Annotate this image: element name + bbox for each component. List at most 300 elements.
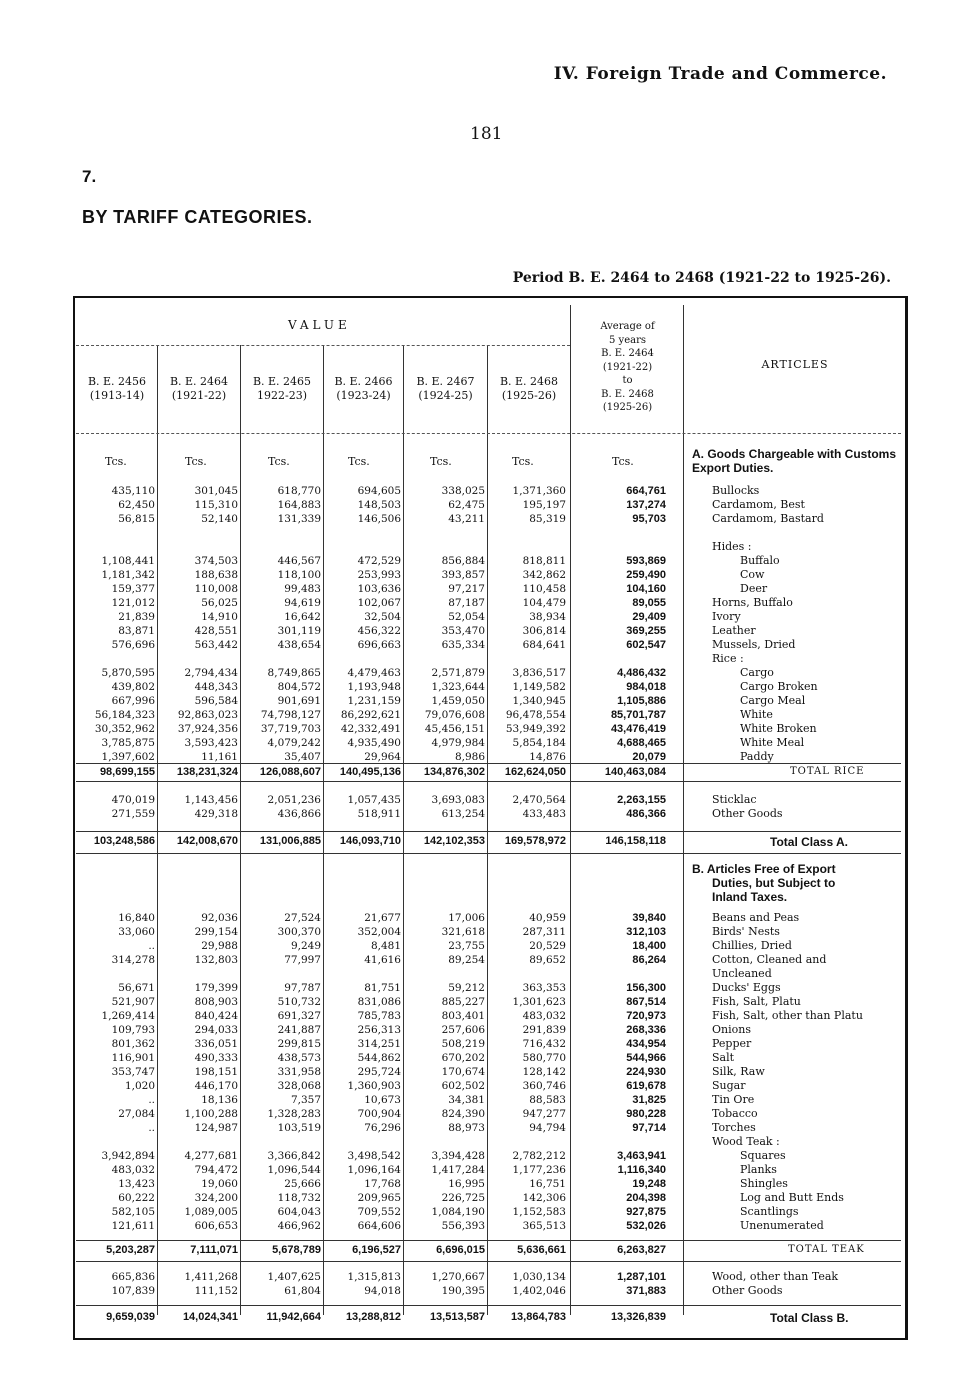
header-rule bbox=[76, 345, 570, 346]
article-label: Ivory bbox=[712, 610, 741, 623]
table-cell bbox=[506, 652, 566, 666]
value-column bbox=[261, 652, 321, 764]
year-header-5: B. E. 2467 (1924-25) bbox=[416, 375, 475, 402]
table-cell: 18,400 bbox=[632, 940, 666, 952]
table-cell: 35,407 bbox=[284, 751, 321, 763]
value-column bbox=[278, 911, 321, 981]
value-column bbox=[513, 484, 566, 526]
table-cell: 716,432 bbox=[522, 1038, 566, 1050]
table-cell: 438,573 bbox=[277, 1052, 321, 1064]
articles-column bbox=[712, 652, 818, 764]
article-label: Bullocks bbox=[712, 484, 760, 497]
table-cell: 804,572 bbox=[277, 681, 321, 693]
table-cell bbox=[358, 540, 401, 554]
total-value: 5,636,661 bbox=[517, 1244, 566, 1256]
col-rule bbox=[683, 305, 684, 1315]
table-cell: 39,840 bbox=[632, 912, 666, 924]
table-cell bbox=[195, 540, 238, 554]
table-cell: 576,696 bbox=[111, 639, 155, 651]
table-cell: 128,142 bbox=[522, 1066, 566, 1078]
table-cell: 602,502 bbox=[441, 1080, 485, 1092]
table-cell: 253,993 bbox=[357, 569, 401, 581]
value-column bbox=[112, 793, 155, 821]
table-cell: 785,783 bbox=[357, 1010, 401, 1022]
article-label: Planks bbox=[740, 1163, 777, 1176]
table-cell: 1,301,623 bbox=[512, 996, 566, 1008]
article-label: Uncleaned bbox=[712, 967, 772, 980]
total-value: 103,248,586 bbox=[93, 835, 155, 847]
article-label: Salt bbox=[712, 1051, 735, 1064]
table-cell: 29,964 bbox=[364, 751, 401, 763]
article-label: Wood Teak : bbox=[712, 1135, 780, 1148]
article-label: Pepper bbox=[712, 1037, 752, 1050]
value-column bbox=[348, 981, 401, 1233]
table-cell: 188,638 bbox=[194, 569, 238, 581]
table-cell: 40,959 bbox=[529, 912, 566, 924]
table-cell: 1,459,050 bbox=[431, 695, 485, 707]
table-cell bbox=[195, 967, 238, 981]
table-cell: 56,815 bbox=[118, 513, 155, 525]
table-cell: 59,212 bbox=[448, 982, 485, 994]
articles-column bbox=[712, 911, 826, 981]
value-column bbox=[178, 652, 238, 764]
value-column bbox=[195, 911, 238, 981]
table-cell bbox=[268, 1135, 321, 1149]
table-cell: 256,313 bbox=[357, 1024, 401, 1036]
table-cell: 2,571,879 bbox=[431, 667, 485, 679]
table-cell: 1,397,602 bbox=[101, 751, 155, 763]
table-cell: 21,677 bbox=[364, 912, 401, 924]
table-cell: 8,481 bbox=[370, 940, 401, 952]
unit-label: Tcs. bbox=[185, 455, 207, 468]
table-cell bbox=[102, 1135, 155, 1149]
table-cell: 13,423 bbox=[118, 1178, 155, 1190]
table-cell: 619,678 bbox=[626, 1080, 666, 1092]
table-cell: 1,417,284 bbox=[431, 1164, 485, 1176]
table-cell: 363,353 bbox=[522, 982, 566, 994]
value-column bbox=[425, 652, 485, 764]
table-cell: 198,151 bbox=[194, 1066, 238, 1078]
table-cell: 1,269,414 bbox=[101, 1010, 155, 1022]
table-cell: 89,055 bbox=[632, 597, 666, 609]
total-value: 142,008,670 bbox=[176, 835, 238, 847]
article-label: Scantlings bbox=[740, 1205, 799, 1218]
table-cell: 99,483 bbox=[284, 583, 321, 595]
unit-label: Tcs. bbox=[512, 455, 534, 468]
table-cell: 87,187 bbox=[448, 597, 485, 609]
table-cell: 635,334 bbox=[441, 639, 485, 651]
table-cell: 299,154 bbox=[194, 926, 238, 938]
table-cell: 448,343 bbox=[194, 681, 238, 693]
table-cell: 85,701,787 bbox=[610, 709, 666, 721]
article-label: Fish, Salt, Platu bbox=[712, 995, 801, 1008]
table-cell: 5,870,595 bbox=[101, 667, 155, 679]
article-label: Birds' Nests bbox=[712, 925, 780, 938]
article-label: Unenumerated bbox=[740, 1219, 824, 1232]
table-cell: 104,479 bbox=[522, 597, 566, 609]
table-cell: 1,323,644 bbox=[431, 681, 485, 693]
value-column bbox=[185, 1270, 238, 1298]
table-cell: 21,839 bbox=[118, 611, 155, 623]
table-cell: 33,060 bbox=[118, 926, 155, 938]
table-cell bbox=[442, 540, 485, 554]
total-value: 7,111,071 bbox=[190, 1244, 238, 1256]
total-average: 146,158,118 bbox=[605, 835, 666, 847]
article-label: Cargo Broken bbox=[740, 680, 818, 693]
table-cell: 3,463,941 bbox=[617, 1150, 666, 1162]
table-cell bbox=[348, 1135, 401, 1149]
table-cell: 1,340,945 bbox=[512, 695, 566, 707]
value-column bbox=[112, 1270, 155, 1298]
total-value: 5,678,789 bbox=[272, 1244, 321, 1256]
article-label: Tin Ore bbox=[712, 1093, 755, 1106]
total-average: 6,263,827 bbox=[617, 1244, 666, 1256]
table-cell: 94,794 bbox=[529, 1122, 566, 1134]
table-cell: 97,217 bbox=[448, 583, 485, 595]
table-cell: 37,719,703 bbox=[260, 723, 321, 735]
total-value: 134,876,302 bbox=[423, 766, 485, 778]
table-cell: 1,116,340 bbox=[617, 1164, 666, 1176]
article-label: Wood, other than Teak bbox=[712, 1270, 839, 1283]
table-cell bbox=[95, 652, 155, 666]
table-cell: 429,318 bbox=[194, 808, 238, 820]
article-label: Other Goods bbox=[712, 1284, 783, 1297]
value-column bbox=[617, 981, 666, 1233]
table-cell: 544,862 bbox=[357, 1052, 401, 1064]
table-cell: 124,987 bbox=[194, 1122, 238, 1134]
table-cell: 110,008 bbox=[194, 583, 238, 595]
table-cell: 840,424 bbox=[194, 1010, 238, 1022]
table-cell: 980,228 bbox=[626, 1108, 666, 1120]
table-cell: 1,315,813 bbox=[347, 1271, 401, 1283]
table-cell: 856,884 bbox=[441, 555, 485, 567]
table-cell bbox=[278, 540, 321, 554]
table-cell: 435,110 bbox=[111, 485, 155, 497]
table-cell: 43,211 bbox=[448, 513, 485, 525]
table-cell: 1,108,441 bbox=[101, 555, 155, 567]
table-cell: 81,751 bbox=[364, 982, 401, 994]
article-label: Ducks' Eggs bbox=[712, 981, 781, 994]
table-cell: 94,018 bbox=[364, 1285, 401, 1297]
table-cell: 664,606 bbox=[357, 1220, 401, 1232]
table-cell: 1,057,435 bbox=[347, 794, 401, 806]
table-cell bbox=[425, 652, 485, 666]
total-class-a-label: Total Class A. bbox=[770, 835, 849, 849]
table-cell: 86,264 bbox=[632, 954, 666, 966]
article-label: Rice : bbox=[712, 652, 744, 665]
table-cell: 103,519 bbox=[277, 1122, 321, 1134]
table-cell: 109,793 bbox=[111, 1024, 155, 1036]
value-column bbox=[358, 484, 401, 526]
table-cell: 1,143,456 bbox=[184, 794, 238, 806]
table-cell bbox=[611, 652, 666, 666]
value-column bbox=[617, 793, 666, 821]
table-cell: 353,747 bbox=[111, 1066, 155, 1078]
article-label: White Meal bbox=[740, 736, 805, 749]
value-column bbox=[513, 981, 566, 1233]
article-label: White bbox=[740, 708, 773, 721]
table-cell: 16,751 bbox=[529, 1178, 566, 1190]
table-cell: 3,593,423 bbox=[184, 737, 238, 749]
table-cell: 17,768 bbox=[364, 1178, 401, 1190]
table-cell: 1,193,948 bbox=[347, 681, 401, 693]
table-cell: 563,442 bbox=[194, 639, 238, 651]
article-label: Buffalo bbox=[740, 554, 780, 567]
table-cell: 88,583 bbox=[529, 1094, 566, 1106]
value-column bbox=[348, 793, 401, 821]
value-column bbox=[442, 484, 485, 526]
table-cell: 360,746 bbox=[522, 1080, 566, 1092]
total-value: 142,102,353 bbox=[423, 835, 485, 847]
table-cell: 8,749,865 bbox=[267, 667, 321, 679]
table-cell: 4,479,463 bbox=[347, 667, 401, 679]
total-value: 162,624,050 bbox=[504, 766, 566, 778]
table-cell: 38,934 bbox=[529, 611, 566, 623]
table-cell: 490,333 bbox=[194, 1052, 238, 1064]
value-column bbox=[626, 540, 666, 652]
total-class-b-label: Total Class B. bbox=[770, 1311, 849, 1325]
table-cell: 483,032 bbox=[111, 1164, 155, 1176]
total-rule bbox=[76, 1261, 901, 1262]
table-cell: 142,306 bbox=[522, 1192, 566, 1204]
table-cell: 446,170 bbox=[194, 1080, 238, 1092]
table-cell: 111,152 bbox=[194, 1285, 238, 1297]
table-cell: 29,988 bbox=[201, 940, 238, 952]
table-cell: 602,547 bbox=[626, 639, 666, 651]
article-label: Torches bbox=[712, 1121, 756, 1134]
table-cell: 684,641 bbox=[522, 639, 566, 651]
total-value: 131,006,885 bbox=[259, 835, 321, 847]
table-cell: 301,045 bbox=[194, 485, 238, 497]
total-value: 5,203,287 bbox=[106, 1244, 155, 1256]
section-a-title: A. Goods Chargeable with Customs Export Duties. bbox=[692, 447, 897, 475]
article-label: Horns, Buffalo bbox=[712, 596, 793, 609]
article-label: Cargo Meal bbox=[740, 694, 806, 707]
table-cell: 472,529 bbox=[357, 555, 401, 567]
value-column bbox=[341, 652, 401, 764]
total-value: 140,495,136 bbox=[339, 766, 401, 778]
articles-column bbox=[712, 540, 795, 652]
table-cell: 14,910 bbox=[201, 611, 238, 623]
table-cell: 4,979,984 bbox=[431, 737, 485, 749]
total-rule bbox=[76, 1305, 901, 1306]
table-cell: 9,249 bbox=[290, 940, 321, 952]
value-column bbox=[513, 793, 566, 821]
value-column bbox=[617, 1270, 666, 1298]
section-title: BY TARIFF CATEGORIES. bbox=[82, 207, 313, 227]
table-cell: 271,559 bbox=[111, 808, 155, 820]
table-cell: 45,456,151 bbox=[424, 723, 485, 735]
table-cell: 62,475 bbox=[448, 499, 485, 511]
table-cell: 1,096,544 bbox=[267, 1164, 321, 1176]
table-cell: 121,611 bbox=[111, 1220, 155, 1232]
article-label: Leather bbox=[712, 624, 756, 637]
value-column bbox=[432, 793, 485, 821]
table-cell: 5,854,184 bbox=[512, 737, 566, 749]
table-cell: 77,997 bbox=[284, 954, 321, 966]
total-value: 169,578,972 bbox=[504, 835, 566, 847]
total-value: 13,288,812 bbox=[345, 1311, 401, 1323]
article-label: Cotton, Cleaned and bbox=[712, 953, 827, 966]
table-cell: 20,079 bbox=[632, 751, 666, 763]
table-cell: 4,935,490 bbox=[347, 737, 401, 749]
table-cell: 2,794,434 bbox=[184, 667, 238, 679]
table-cell: 37,924,356 bbox=[177, 723, 238, 735]
article-label: Fish, Salt, other than Platu bbox=[712, 1009, 863, 1022]
articles-header: ARTICLES bbox=[761, 358, 829, 371]
table-cell: 104,160 bbox=[626, 583, 666, 595]
table-cell: 342,862 bbox=[522, 569, 566, 581]
table-cell: 148,503 bbox=[357, 499, 401, 511]
value-column bbox=[626, 911, 666, 981]
col-rule bbox=[157, 345, 158, 1315]
table-cell: 1,152,583 bbox=[512, 1206, 566, 1218]
table-cell: 62,450 bbox=[118, 499, 155, 511]
table-cell: 613,254 bbox=[441, 808, 485, 820]
table-cell: 483,032 bbox=[522, 1010, 566, 1022]
table-cell: 544,966 bbox=[626, 1052, 666, 1064]
total-rule bbox=[76, 781, 901, 782]
table-cell: 867,514 bbox=[626, 996, 666, 1008]
table-cell: 83,871 bbox=[118, 625, 155, 637]
value-column bbox=[195, 540, 238, 652]
article-label: Cargo bbox=[740, 666, 774, 679]
total-value: 138,231,324 bbox=[176, 766, 238, 778]
table-cell: 374,503 bbox=[194, 555, 238, 567]
table-cell: 1,177,236 bbox=[512, 1164, 566, 1176]
table-cell bbox=[278, 967, 321, 981]
table-cell: 808,903 bbox=[194, 996, 238, 1008]
article-label: Onions bbox=[712, 1023, 751, 1036]
table-cell: 18,136 bbox=[201, 1094, 238, 1106]
col-rule bbox=[570, 305, 571, 1315]
table-cell: 34,381 bbox=[448, 1094, 485, 1106]
table-cell: 226,725 bbox=[441, 1192, 485, 1204]
table-cell: 79,076,608 bbox=[424, 709, 485, 721]
table-cell: 456,322 bbox=[357, 625, 401, 637]
table-cell: 92,863,023 bbox=[177, 709, 238, 721]
table-cell: 43,476,419 bbox=[610, 723, 666, 735]
table-cell: 19,060 bbox=[201, 1178, 238, 1190]
table-cell: 4,079,242 bbox=[267, 737, 321, 749]
value-column bbox=[626, 484, 666, 526]
table-cell: 107,839 bbox=[111, 1285, 155, 1297]
article-label: Mussels, Dried bbox=[712, 638, 796, 651]
table-cell: 1,149,582 bbox=[512, 681, 566, 693]
table-cell: 433,483 bbox=[522, 808, 566, 820]
table-cell: 3,366,842 bbox=[267, 1150, 321, 1162]
value-column bbox=[185, 981, 238, 1233]
table-cell: 664,761 bbox=[626, 485, 666, 497]
table-cell: 1,411,268 bbox=[184, 1271, 238, 1283]
table-cell: 831,086 bbox=[357, 996, 401, 1008]
table-cell: 118,100 bbox=[277, 569, 321, 581]
table-cell: 4,486,432 bbox=[617, 667, 666, 679]
value-column bbox=[102, 981, 155, 1233]
table-cell: 1,100,288 bbox=[184, 1108, 238, 1120]
table-cell: 23,755 bbox=[448, 940, 485, 952]
table-cell: 31,825 bbox=[632, 1094, 666, 1106]
value-column bbox=[432, 981, 485, 1233]
table-cell: 16,840 bbox=[118, 912, 155, 924]
table-cell: 137,274 bbox=[626, 499, 666, 511]
table-cell: 118,732 bbox=[277, 1192, 321, 1204]
article-label: Sticklac bbox=[712, 793, 757, 806]
total-value: 6,696,015 bbox=[436, 1244, 485, 1256]
table-cell: 14,876 bbox=[529, 751, 566, 763]
value-column bbox=[95, 652, 155, 764]
total-value: 14,024,341 bbox=[182, 1311, 238, 1323]
table-cell: 2,263,155 bbox=[617, 794, 666, 806]
table-cell: 195,197 bbox=[522, 499, 566, 511]
unit-label: Tcs. bbox=[348, 455, 370, 468]
total-value: 98,699,155 bbox=[99, 766, 155, 778]
table-cell: 369,255 bbox=[626, 625, 666, 637]
table-cell: 353,470 bbox=[441, 625, 485, 637]
table-cell: 709,552 bbox=[357, 1206, 401, 1218]
value-column bbox=[442, 540, 485, 652]
table-cell: 2,051,236 bbox=[267, 794, 321, 806]
value-column bbox=[611, 652, 666, 764]
table-cell: 116,901 bbox=[111, 1052, 155, 1064]
table-cell: 436,866 bbox=[277, 808, 321, 820]
table-cell: 52,140 bbox=[201, 513, 238, 525]
table-cell: 115,310 bbox=[194, 499, 238, 511]
table-cell: 1,096,164 bbox=[347, 1164, 401, 1176]
table-cell: 700,904 bbox=[357, 1108, 401, 1120]
table-cell: 190,395 bbox=[441, 1285, 485, 1297]
table-cell: 257,606 bbox=[441, 1024, 485, 1036]
table-cell bbox=[626, 967, 666, 981]
table-cell: 665,836 bbox=[111, 1271, 155, 1283]
period-caption: Period B. E. 2464 to 2468 (1921-22 to 1925-26). bbox=[512, 270, 891, 286]
value-column bbox=[513, 1270, 566, 1298]
table-cell bbox=[341, 652, 401, 666]
article-label: Sugar bbox=[712, 1079, 746, 1092]
table-cell: 1,402,046 bbox=[512, 1285, 566, 1297]
article-label: Cardamom, Best bbox=[712, 498, 805, 511]
table-cell: 371,883 bbox=[626, 1285, 666, 1297]
table-cell: 466,962 bbox=[277, 1220, 321, 1232]
unit-label: Tcs. bbox=[430, 455, 452, 468]
table-cell: 2,782,212 bbox=[512, 1150, 566, 1162]
table-cell: 720,973 bbox=[626, 1010, 666, 1022]
table-cell: 3,693,083 bbox=[431, 794, 485, 806]
table-cell: 1,360,903 bbox=[347, 1080, 401, 1092]
table-cell: 824,390 bbox=[441, 1108, 485, 1120]
total-value: 6,196,527 bbox=[352, 1244, 401, 1256]
total-rule bbox=[76, 831, 901, 832]
table-cell: 1,181,342 bbox=[101, 569, 155, 581]
table-cell: 132,803 bbox=[194, 954, 238, 966]
table-cell: 291,839 bbox=[522, 1024, 566, 1036]
table-cell: 96,478,554 bbox=[505, 709, 566, 721]
table-cell: 365,513 bbox=[522, 1220, 566, 1232]
table-cell: 3,394,428 bbox=[431, 1150, 485, 1162]
table-cell: 294,033 bbox=[194, 1024, 238, 1036]
table-cell: 27,084 bbox=[118, 1108, 155, 1120]
article-label: Tobacco bbox=[712, 1107, 758, 1120]
table-cell: 885,227 bbox=[441, 996, 485, 1008]
article-label: Hides : bbox=[712, 540, 752, 553]
table-cell bbox=[617, 1135, 666, 1149]
table-cell: 694,605 bbox=[357, 485, 401, 497]
table-cell: 1,270,667 bbox=[431, 1271, 485, 1283]
section-b-title: B. Articles Free of Export Duties, but Subject to Inland Taxes. bbox=[692, 862, 836, 904]
table-cell: 1,287,101 bbox=[617, 1271, 666, 1283]
table-cell: 204,398 bbox=[626, 1192, 666, 1204]
table-cell: 20,529 bbox=[529, 940, 566, 952]
